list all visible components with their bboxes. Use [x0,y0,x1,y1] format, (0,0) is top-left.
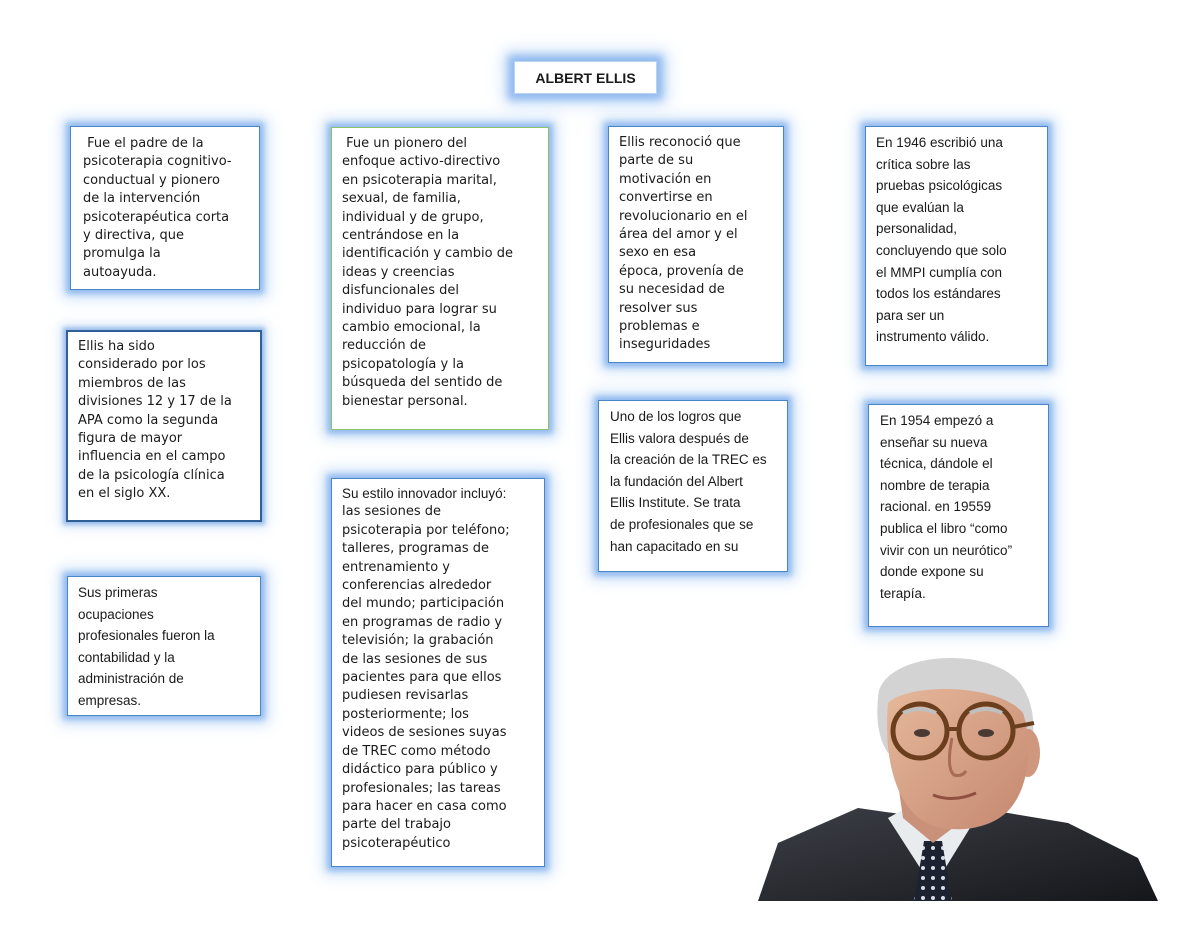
box-terapia-racional [868,404,1049,627]
box-primeras-ocupaciones-text: Sus primeras ocupaciones profesionales fueron la contabilidad y la administración de empresas. [78,585,215,708]
box-apa-influencia [66,330,262,522]
box-primeras-ocupaciones [67,576,261,716]
box-logros-fade [599,555,787,571]
box-apa-influencia-text: Ellis ha sido considerado por los miembros de las divisiones 12 y 17 de la APA como la segunda figura de mayor influencia en el campo de la psicología clínica en el siglo XX. [78,339,232,502]
box-critica-pruebas [865,126,1048,366]
albert-ellis-portrait [738,643,1158,901]
box-motivacion [608,126,784,363]
diagram-title: ALBERT ELLIS [514,61,657,94]
box-terapia-racional-text: En 1954 empezó a enseñar su nueva técnica, dándole el nombre de terapia racional. en 19559 publica el libro “como vivir con un neurótico” donde expone su terapía. [880,413,1013,601]
box-critica-pruebas-text: En 1946 escribió una crítica sobre las pruebas psicológicas que evalúan la personalidad, concluyendo que solo el MMPI cumplía con todos los estándares para ser un instrumento válido. [876,135,1007,345]
box-estilo-innovador-lead: Su estilo innovador incluyó: [342,486,507,501]
box-pionero-enfoque-text: Fue un pionero del enfoque activo-directivo en psicoterapia marital, sexual, de familia, individual y de grupo, centrándose en la identificación y cambio de ideas y creencias disfuncionales del individuo para lograr su cambio emocional, la reducción de psicopatología y la búsqueda del sentido de bienestar personal. [342,136,513,409]
box-padre-terapia-text: Fue el padre de la psicoterapia cognitivo- conductual y pionero de la intervención psicoterapéutica corta y directiva, que promulga la autoayuda. [83,136,232,280]
box-logros-text: Uno de los logros que Ellis valora después de la creación de la TREC es la fundación del Albert Ellis Institute. Se trata de profesionales que se han capacitado en su [610,409,767,554]
box-estilo-innovador-text: las sesiones de psicoterapia por teléfono; talleres, programas de entrenamiento y conferencias alrededor del mundo; participación en programas de radio y televisión; la grabación de las sesiones de sus pacientes para que ellos pudiesen revisarlas posteriormente; los videos de sesiones suyas de TREC como método didáctico para público y profesionales; las tareas para hacer en casa como parte del trabajo psicoterapéutico [342,504,510,851]
box-motivacion-text: Ellis reconoció que parte de su motivación en convertirse en revolucionario en el área del amor y el sexo en esa época, provenía de su necesidad de resolver sus problemas e inseguridades [619,135,748,353]
box-pionero-enfoque [331,127,549,430]
box-estilo-innovador [331,478,545,867]
box-logros [598,400,788,572]
box-padre-terapia [70,126,260,290]
